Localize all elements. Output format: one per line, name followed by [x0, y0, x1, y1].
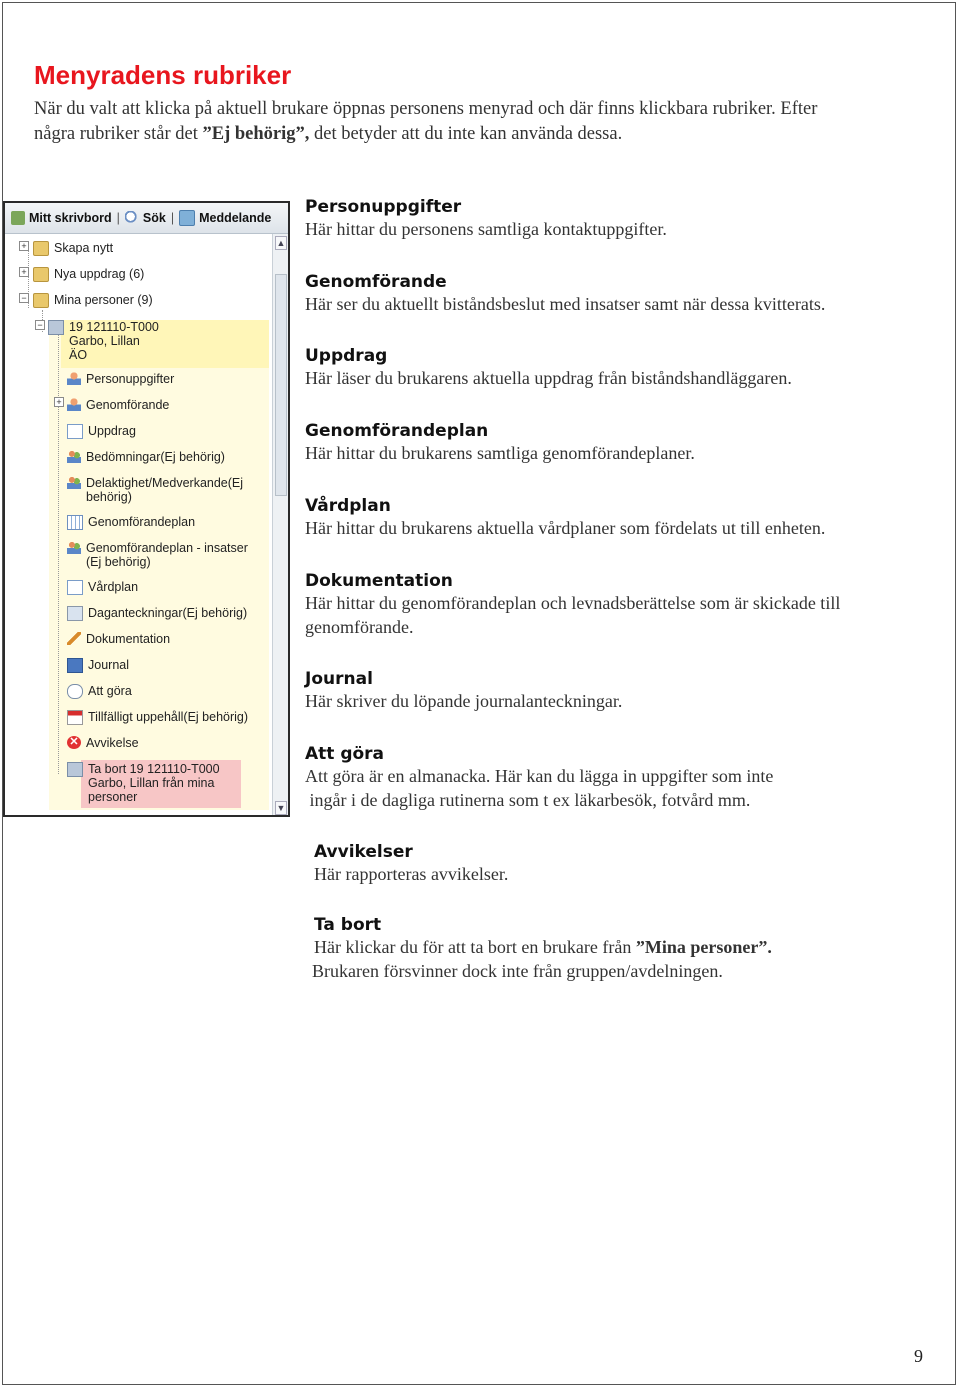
tree-item-vardplan[interactable] — [67, 580, 138, 595]
tree-label: Tillfälligt uppehåll(Ej behörig) — [88, 710, 249, 724]
section-text: Här rapporteras avvikelser. — [314, 864, 509, 884]
tree-label: Mina personer (9) — [54, 293, 153, 307]
remove-person-icon — [67, 762, 83, 777]
section-title: Uppdrag — [305, 346, 388, 366]
tree-item-genomforandeplan-insatser[interactable] — [67, 541, 248, 569]
tree-label: Daganteckningar(Ej behörig) — [88, 606, 248, 620]
expand-toggle[interactable]: + — [54, 397, 64, 407]
tree-item-dokumentation[interactable] — [67, 632, 170, 646]
vertical-scrollbar[interactable] — [272, 234, 288, 817]
tree-label-line: personer — [88, 790, 138, 804]
section-title: Personuppgifter — [305, 197, 462, 217]
section-title: Vårdplan — [305, 496, 391, 516]
people-icon — [67, 450, 81, 463]
intro-paragraph — [34, 97, 934, 147]
section-title: Ta bort — [314, 915, 382, 935]
section-text: Här ser du aktuellt biståndsbeslut med insatser samt när dessa kvitterats. — [305, 294, 826, 314]
section-title: Dokumentation — [305, 571, 453, 591]
folder-icon — [33, 293, 49, 308]
collapse-toggle[interactable]: − — [19, 293, 29, 303]
section-text-bold: ”Mina personer”. — [635, 937, 772, 957]
tree-label: Dokumentation — [86, 632, 171, 646]
person-name: Garbo, Lillan — [69, 334, 140, 348]
section-title: Avvikelser — [314, 842, 413, 862]
section-title: Att göra — [305, 744, 385, 764]
journal-icon — [67, 658, 83, 673]
people-icon — [67, 476, 81, 489]
toolbar-separator: | — [116, 211, 120, 225]
expand-toggle[interactable]: + — [19, 241, 29, 251]
toolbar-separator: | — [170, 211, 175, 225]
tree-item-daganteckningar[interactable] — [67, 606, 247, 621]
section-text: Här hittar du personens samtliga kontaktuppgifter. — [305, 219, 667, 239]
person-record-icon — [48, 320, 64, 335]
tree-item-personuppgifter[interactable] — [67, 372, 174, 386]
section-text: Här hittar du brukarens aktuella vårdplaner som fördelats ut till enheten. — [305, 518, 826, 538]
tree-label-line: Garbo, Lillan från mina — [88, 776, 215, 790]
tree-item-uppdrag[interactable] — [67, 424, 136, 439]
people-icon — [67, 541, 81, 554]
section-title: Genomförandeplan — [305, 421, 489, 441]
tree-label: Vårdplan — [88, 580, 139, 594]
section-personuppgifter — [305, 197, 667, 241]
tree-item-mina-personer[interactable] — [33, 293, 153, 308]
section-dokumentation — [305, 571, 945, 639]
tree-item-avvikelse[interactable] — [67, 736, 139, 750]
section-title: Genomförande — [305, 272, 447, 292]
tree-label: Genomförandeplan — [88, 515, 196, 529]
folder-icon — [33, 241, 49, 256]
person-icon — [67, 372, 81, 385]
tree-item-nya-uppdrag[interactable] — [33, 267, 144, 282]
tree-label-line: behörig) — [86, 490, 132, 504]
tree-item-att-gora[interactable] — [67, 684, 132, 699]
section-ta-bort — [314, 915, 944, 983]
tree-item-skapa-nytt[interactable] — [33, 241, 113, 256]
tree-label — [86, 541, 248, 569]
tree-item-journal[interactable] — [67, 658, 129, 673]
intro-line-2 — [34, 122, 934, 147]
section-text-part: Här klickar du för att ta bort en brukare från — [314, 937, 636, 957]
menu-screenshot — [3, 201, 290, 817]
pen-icon — [67, 632, 81, 645]
section-text: ingår i de dagliga rutinerna som t ex läkarbesök, fotvård mm. — [305, 790, 751, 810]
section-text: Här skriver du löpande journalanteckningar. — [305, 691, 623, 711]
error-icon: ✕ — [67, 736, 81, 749]
section-journal — [305, 669, 622, 713]
tree-label-line: Genomförandeplan - insatser — [86, 541, 248, 555]
person-label — [69, 320, 159, 362]
navigation-tree — [5, 234, 275, 817]
tree-label-line: Ta bort 19 121110-T000 — [88, 762, 220, 776]
tree-label — [88, 762, 220, 804]
person-id: 19 121110-T000 — [69, 320, 159, 334]
expand-toggle[interactable]: + — [19, 267, 29, 277]
tree-label: Avvikelse — [86, 736, 139, 750]
tree-item-genomforandeplan[interactable] — [67, 515, 195, 530]
person-icon — [67, 398, 81, 411]
section-genomforandeplan — [305, 421, 695, 465]
tree-label: Personuppgifter — [86, 372, 175, 386]
scroll-thumb[interactable] — [275, 274, 287, 496]
tree-label: Genomförande — [86, 398, 170, 412]
toolbar — [5, 203, 288, 234]
tree-item-bedomningar[interactable] — [67, 450, 225, 464]
folder-icon — [33, 267, 49, 282]
tree-label-line: (Ej behörig) — [86, 555, 151, 569]
scroll-up-arrow[interactable]: ▲ — [276, 238, 286, 248]
tree-item-genomforande[interactable] — [67, 398, 169, 412]
tree-label: Att göra — [88, 684, 132, 698]
page-number: 9 — [914, 1346, 923, 1366]
tree-label — [86, 476, 243, 504]
toolbar-mitt-skrivbord[interactable] — [9, 211, 114, 225]
section-text: Att göra är en almanacka. Här kan du lägga in uppgifter som inte — [305, 766, 774, 786]
intro-text: några rubriker står det — [34, 124, 203, 144]
section-genomforande — [305, 272, 825, 316]
section-text: Brukaren försvinner dock inte från gruppen/avdelningen. — [312, 961, 723, 981]
person-unit: ÄO — [69, 348, 88, 362]
collapse-toggle[interactable]: − — [35, 320, 45, 330]
desk-icon — [11, 211, 25, 225]
tree-label: Skapa nytt — [54, 241, 114, 255]
section-text: Här läser du brukarens aktuella uppdrag från biståndshandläggaren. — [305, 368, 792, 388]
section-text — [314, 935, 944, 959]
intro-bold: ”Ej behörig”, — [202, 124, 310, 144]
section-text: Här hittar du brukarens samtliga genomförandeplaner. — [305, 443, 695, 463]
section-uppdrag — [305, 346, 792, 390]
tree-label: Nya uppdrag (6) — [54, 267, 145, 281]
plan-grid-icon — [67, 515, 83, 530]
notebook-icon — [67, 606, 83, 621]
section-vardplan — [305, 496, 825, 540]
section-avvikelser — [314, 842, 508, 886]
tree-item-delaktighet[interactable] — [67, 476, 243, 504]
message-icon — [179, 210, 195, 226]
toolbar-label: Mitt skrivbord — [29, 211, 112, 225]
section-text: genomförande. — [305, 617, 414, 637]
section-text: Här hittar du genomförandeplan och levnadsberättelse som är skickade till — [305, 593, 841, 613]
tree-label-line: Delaktighet/Medverkande(Ej — [86, 476, 244, 490]
intro-line-1: När du valt att klicka på aktuell brukare öppnas personens menyrad och där finns klickbara rubriker. Efter — [34, 99, 818, 119]
search-icon — [125, 211, 139, 225]
scroll-down-arrow[interactable]: ▼ — [276, 803, 286, 813]
document-icon — [67, 424, 83, 439]
section-title: Journal — [305, 669, 373, 689]
section-att-gora — [305, 744, 945, 812]
tree-label: Journal — [88, 658, 129, 672]
document-icon — [67, 580, 83, 595]
tree-item-ta-bort[interactable] — [67, 762, 220, 804]
page-heading: Menyradens rubriker — [34, 60, 292, 90]
calendar-icon — [67, 710, 83, 725]
tree-label: Uppdrag — [88, 424, 136, 438]
toolbar-label: Meddelande — [199, 211, 272, 225]
tree-item-tillfalligt-uppehall[interactable] — [67, 710, 248, 725]
tree-label: Bedömningar(Ej behörig) — [86, 450, 225, 464]
toolbar-label: Sök — [142, 211, 166, 225]
speech-bubble-icon — [67, 684, 83, 699]
tree-item-person[interactable] — [48, 320, 159, 362]
toolbar-meddelande[interactable] — [177, 210, 273, 226]
toolbar-sok[interactable] — [123, 211, 168, 225]
intro-text-end: det betyder att du inte kan använda dessa. — [309, 124, 623, 144]
